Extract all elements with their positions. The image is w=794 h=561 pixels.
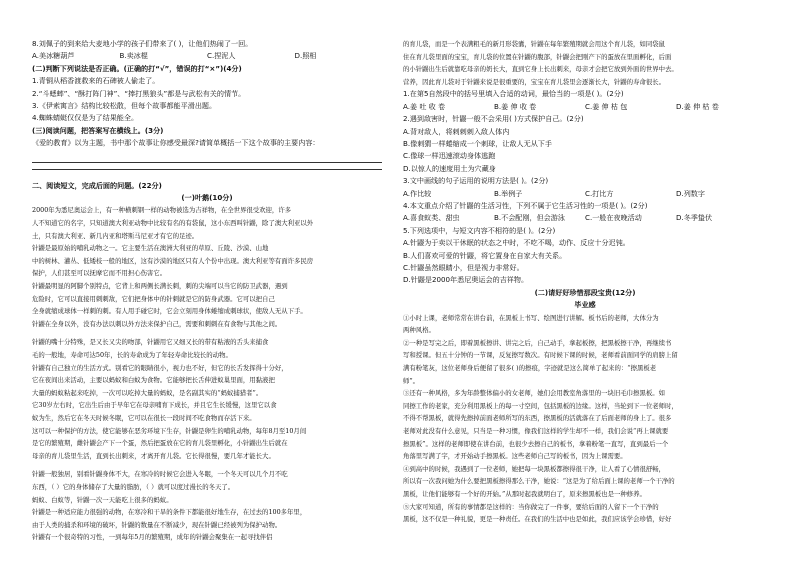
passage1-cont-line: 的育儿袋，而是一个表满粗毛的新月形袋囊，针鼹在每年繁殖期就会用这个育儿袋，如同袋鼠 [403, 40, 666, 48]
q8-options [32, 50, 382, 62]
question-stem: 2.遇到敌害时，针鼹一般不会采用( )方式保护自己。(2分) [403, 114, 584, 124]
question-option: A.喜食蚁类、甜虫 [403, 213, 460, 223]
q8-option-b: B.卖冰棍 [119, 51, 148, 61]
question-options [403, 101, 767, 113]
section3-question: 《爱的教育》以为主题，书中那个故事让你感受最深?请简单概括一下这个故事的主要内容： [32, 138, 320, 148]
section2-item-4: 4.蜘蛛蜻蜓仅仅是为了结果能全。 [32, 113, 139, 123]
passage1-line: 危险时，它可以直接用刺刺敌，它们把身体中的针刺就是它的防身武器。它可以把自己 [32, 294, 275, 303]
question-option: A.姜 吐 收 卷 [403, 101, 446, 111]
passage1-line: 毛的一般地，寿命可达50年，长的寿命成为了年轻寿命比较长的动物。 [32, 351, 232, 359]
q8-option-a: A.美冰糖葫芦 [32, 51, 75, 61]
passage1-body [32, 204, 382, 543]
question-option: A.背对敌人，将刺刺刺入敌人体内 [403, 126, 510, 136]
passage2-line: ②一种是写完之后，即着黑板擦讲、讲完之后，自己动手，拿起板擦，把黑板擦干净，再继续书 [403, 338, 672, 347]
passage1-line: 针鼹在全身以外，没有办法以刺以外方法来保护自己，需要和刺刺在有食物与其他之间。 [32, 319, 282, 328]
passage2-line: ③还有一种风格，多为年龄整体偏小的女老师，她们会用教室角落里的一块旧毛巾擦黑板。如 [403, 389, 666, 398]
question-option: D.姜 伸 枯 卷 [676, 101, 719, 111]
passage1-line: 中的树林、灌丛、低矮枝一般的地区，这有沙漠的地区只有人个份中出现。澳大利亚等有面许多民房 [32, 256, 314, 265]
passage2-line: ①小时上课，老师常常在讲台前，在黑板上书写、绘图进行讲解。板书后的老师，大体分为 [403, 313, 659, 322]
passage2-body [403, 312, 767, 526]
section2-item-1: 1.青铜从稻香渡救来的石碑被人偷走了。 [32, 76, 160, 86]
passage1-questions [403, 88, 767, 287]
q8-option-d: D.照相 [294, 51, 317, 61]
passage1-cont-line: 营养，因此育儿袋对于针鼹来说是很重要的，宝宝在育儿袋里会逐渐长大，针鼹的寿命很长。 [403, 77, 666, 86]
passage1-line: 针鼹最明显的阿脚个别特点，它背上和两侧长满长刺，刺的尖端可以当它的防卫武器，遇到 [32, 282, 288, 291]
question-option: B.姜 伸 收 卷 [494, 101, 537, 111]
question-option: B.举例子 [494, 188, 523, 198]
passage1-line: 针鼹的嘴十分特殊，是又长又尖的吻部，针鼹用它又细又长的带有粘液的舌头来捕食 [32, 338, 269, 347]
passage1-line: 是它的繁殖期，雌针鼹会产下一个蛋，然后把蛋放在它的育儿袋里孵化，小针鼹出生后就在 [32, 439, 288, 448]
passage1-line: 2000年为悉尼奥运会上，有一种横刺钢一样的动物被选为吉祥物，在全世界很受欢迎，许多 [32, 206, 292, 215]
question-stem: 1.在第5自然段中的括号里填入合适的动词，最恰当的一项是( )。(2分) [403, 89, 624, 99]
passage2-line: ⑤大家可知道，所有的事情都是这样的：当你做完了一件事，要给后面的人留下一个干净的 [403, 502, 659, 511]
answer-line-2[interactable] [32, 169, 382, 170]
question-option: D.冬季蛰伏 [676, 213, 713, 223]
passage1-line: 它30岁左右时，它出生后由于早年它在母亲哺育下成长，并且它生长缓慢，这里它以食 [32, 401, 277, 410]
question-option: A.针鼹为于卖以干休眠的状态之中时，不吃不喝，动作、反应十分迟钝。 [403, 238, 630, 248]
question-option: C.像球一样迅速滚动身体逃跑 [403, 151, 496, 161]
passage1-line: 针鼹一般独居，别看针鼹身体不大，在寒冷的时候它会进入冬眠，一个冬天可以几个月不吃 [32, 470, 288, 479]
passage2-line: 黑板，这不仅是一种礼貌，更是一种责任。在我们的生活中也是如此，我们应该学会珍惜，好好 [403, 515, 672, 524]
passage1-line: 由于人类的捕杀和环境的破坏，针鼹的数量在不断减少，现在针鼹已经被列为保护动物。 [32, 520, 282, 529]
passage1-line: 大量的蚂蚁粘起来吃掉，一次可以吃掉大量的蚂蚁，是名副其实的“蚂蚁捕猎者”。 [32, 388, 263, 397]
question-option: B.不会配刚，但会游泳 [494, 213, 565, 223]
part2-title: 二、阅读短文，完成后面的问题。(22分) [32, 180, 162, 190]
passage1-cont-line: 住在育儿袋里面的宝宝，育儿袋的位置在针鼹的腹部，针鼹会把刚产下的蛋放在里面孵化，后面 [403, 52, 672, 61]
passage2-line: 擦黑板”。这样的老师即使在讲台前，也很少去擦自己的板书，拿着粉笔一直写，直到最后一个 [403, 439, 669, 448]
q8-option-c: C.捏泥人 [207, 51, 236, 61]
section2-item-2: 2.“斗蟋蟀”、“酥打阵门神”、“捧打黑狼头”都是与武松有关的情节。 [32, 88, 246, 98]
question-option: D.针鼹是2000年悉尼奥运会的吉祥物。 [403, 275, 529, 285]
question-option: D.列数字 [676, 188, 705, 198]
question-option: A.作比较 [403, 188, 432, 198]
passage1-line: 东西，（ ）它的身体储存了大量的脂肪，（ ）就可以度过漫长的冬天了。 [32, 482, 235, 491]
question-option: C.姜 伸 枯 包 [585, 101, 628, 111]
passage2-line: 不得不帮黑板，就得先擦掉前面老师所写的东西，擦黑板的活就落在了后面老师的身上了。很多 [403, 414, 672, 423]
passage2-line: 所以有一次我问她为什么要把黑板擦得那么干净，她说：“这是为了给后面上课的老师一个干净的 [403, 477, 675, 486]
passage2-line: 角落里写满了字，才开始动手擦黑板。这些老师自己写的板书，因为上课需要。 [403, 452, 627, 461]
passage2-line: 写和授课。但五十分钟的一节课，反复擦写数次。有时候下课的时候，老师看前面同学的肩膀上留 [403, 351, 678, 360]
passage2-line: 满有粉笔灰，这位老师身后便留了很多( )的擦痕，字迹就是这么简单了起来的：“擦黑板老 [403, 364, 657, 373]
passage1-continued [403, 38, 767, 88]
question-option: B.像刺猬一样蜷缩成一个刺球，让敌人无从下手 [403, 139, 552, 148]
passage2-subtitle: 毕业感 [574, 300, 596, 310]
question-option: C.针鼹虽然眼睛小，但是视力非常好。 [403, 263, 524, 273]
passage1-line: 这可以一种保护的方法，使它能够在恶劣环境下生存，针鼹是卵生的哺乳动物，每年8月至10月间 [32, 426, 307, 435]
passage2-line: 黑板，让他们能够有一个好的开始。”从那时起我就明白了，原来擦黑板也是一种修养。 [403, 490, 646, 498]
passage1-line: 蚂蚁、白蚁等，针鼹一次一天能吃上很多的蚂蚁。 [32, 495, 173, 504]
passage1-line: 全身就缩成球体一样刺的刺。有人用手碰它时，它会立刻用身体蜷缩成刺球状，使敌人无从下手。 [32, 307, 307, 316]
passage1-line: 针鼹有一个很奇特的习性，一到每年5月的繁殖期，成年的针鼹会聚集在一起寻找伴侣 [32, 533, 273, 542]
question-stem: 4.本文重点介绍了针鼹的生活习性，下列不属于它生活习性的一项是( )。(2分) [403, 201, 648, 211]
question-stem: 3.文中画线的句子运用的说明方法是( )。(2分) [403, 176, 549, 186]
answer-line-1[interactable] [32, 162, 382, 163]
passage2-line: 老师对此没有什么意见，只当是一种习惯，像我们这样的学生却不一样，我们会说“再上课就要 [403, 427, 669, 436]
right-column [403, 38, 767, 526]
passage1-cont-line: 的小针鼹出生后就靠吃母亲的奶长大，直到它身上长出刺来，母亲才会把它放到外面的世界中去。 [403, 65, 678, 74]
section3-title: (三)阅读问题，把答案写在横线上。(3分) [32, 125, 164, 135]
passage1-line: 针鼹是最原始的哺乳动物之一。它主要生活在澳洲大利亚的草原、丘陵、沙漠、山地 [32, 244, 269, 253]
question-option: B.人们喜欢可爱的针鼹，将它置身在自家大有关系。 [403, 250, 567, 260]
passage2-line: ④到高中的时候，我遇到了一位老师，她把每一块黑板都擦得很干净，让人看了心情很舒畅， [403, 464, 666, 473]
question-option: C.打比方 [585, 188, 614, 198]
passage1-line: 保护，人们甚至可以抚摩它而不用担心伤害它。 [32, 269, 167, 278]
question-option: D.以惊人的速度用土为穴藏身 [403, 163, 496, 173]
question-stem: 5.下列选项中，与短文内容不相符的是( )。(2分) [403, 225, 556, 235]
passage2-line: 两种风格。 [403, 326, 435, 335]
passage2-title: (二)请好好珍惜那段宝贵(12分) [534, 287, 636, 297]
q8-stem: 8.刘佩子的到来给大麦地小学的孩子们带来了( )，让他们热闹了一回。 [32, 39, 253, 48]
left-column [32, 38, 382, 544]
question-options [403, 188, 767, 200]
question-options [403, 212, 767, 224]
section2-title: (二)判断下列说法是否正确。(正确的打“√”，错误的打“×”)(4分) [32, 63, 242, 73]
question-option: C.一般在夜晚活动 [585, 213, 642, 223]
passage1-line: 人不知道它的名字，只知道澳大利亚动物中比较有名的有袋鼠，这小东西叫针鼹，除了澳大利亚以外 [32, 219, 314, 228]
passage1-line: 母亲的育儿袋里生活，直到长出刺来，才离开育儿袋。它长得很慢，要几年才能长大。 [32, 451, 275, 460]
passage1-line: 针鼹是一种适应能力很强的动物，在寒冷和干旱的条件下都能很好地生存，在过去的100多年里， [32, 508, 307, 517]
passage1-line: 针鼹有自己独立的生活方式。别看它的眼睛很小，视力也不好，但它的长舌发挥得十分好， [32, 363, 288, 372]
passage2-line: 师”。 [403, 376, 420, 385]
passage2-line: 同擦工作的老家，充分利用黑板上的每一寸空间，包括黑板的边缘。这样，当轮到下一位老师时， [403, 401, 678, 410]
passage1-line: 土，只有澳大利亚、新几内亚和塔斯马尼亚才有它的足迹。 [32, 231, 199, 240]
passage1-line: 蚁为生，然后它在冬天时候冬眠，它可以在很长一段时间不吃食物而存活下来。 [32, 413, 256, 422]
passage1-title: (一)叶鹅(10分) [181, 193, 233, 203]
section2-item-3: 3.《伊索寓言》结构比较松散，但每个故事都能平滑出题。 [32, 101, 217, 111]
passage1-line: 它在夜间出来活动，主要以蚂蚁和白蚁为食物。它能够把长舌伸进蚁巢里面，用黏液把 [32, 376, 275, 385]
